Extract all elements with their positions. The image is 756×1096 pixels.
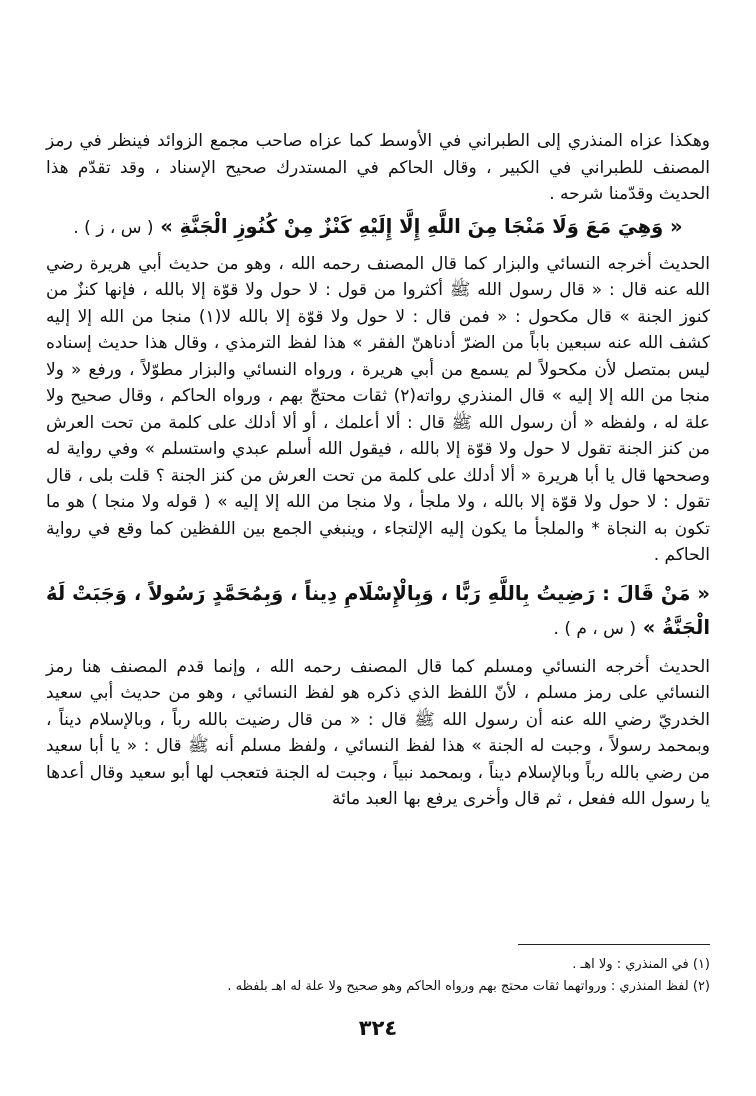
page-number: ٣٢٤ (358, 1016, 398, 1040)
paragraph-commentary-2: الحديث أخرجه النسائي ومسلم كما قال المصنف رحمه الله ، وإنما قدم المصنف هنا رمز النسائي على رمز مسلم ، لأنّ اللفظ الذي ذكره هو لفظ النسائي ، وهو من حديث أبي سعيد الخدريّ رضي الله عنه أن رسول الله ﷺ قال : « من قال رضيت بالله رباً ، وبالإسلام ديناً ، وبمحمد رسولاً ، وجبت له الجنة » هذا لفظ النسائي ، ولفظ مسلم أنه ﷺ قال : « يا أبا سعيد من رضي بالله رباً وبالإسلام ديناً ، وبمحمد نبياً ، وجبت له الجنة فتعجب لها أبو سعيد وقال أعدها يا رسول الله ففعل ، ثم قال وأخرى يرفع بها العبد مائة (46, 656, 710, 809)
footnote-1: (١) في المنذري : ولا اهـ . (572, 957, 710, 972)
hadith-quote-2 (46, 577, 710, 646)
page-body (46, 128, 710, 813)
footnote-2: (٢) لفظ المنذري : ورواتهما ثقات محتج بهم ورواه الحاكم وهو صحيح ولا علة له اهـ بلفظه . (227, 979, 710, 994)
hadith-ref-2: ( س ، م ) . (553, 618, 636, 639)
hadith-ref-1: ( س ، ز ) . (73, 217, 154, 238)
hadith-text-1: « وَهِيَ مَعَ وَلَا مَنْجَا مِنَ اللَّهِ إِلَّا إِلَيْهِ كَنْزٌ مِنْ كُنُوزِ الْجَنَّةِ » (160, 214, 683, 238)
paragraph-intro: وهكذا عزاه المنذري إلى الطبراني في الأوسط كما عزاه صاحب مجمع الزوائد فينظر في رمز المصنف للطبراني في الكبير ، وقال الحاكم في المستدرك صحيح الإسناد ، وقد تقدّم هذا الحديث وقدّمنا شرحه . (46, 131, 710, 204)
footnotes (46, 954, 710, 998)
footnote-divider (518, 944, 710, 945)
hadith-text-2: « مَنْ قَالَ : رَضِيتُ بِاللَّهِ رَبًّا ، وَبِالْإِسْلَامِ دِيناً ، وَبِمُحَمَّدٍ رَسُولاً ، وَجَبَتْ لَهُ الْجَنَّةُ » (46, 581, 710, 639)
hadith-quote-1 (46, 210, 710, 245)
paragraph-commentary-1: الحديث أخرجه النسائي والبزار كما قال المصنف رحمه الله ، وهو من حديث أبي هريرة رضي الله عنه قال : « قال رسول الله ﷺ أكثروا من قول : لا حول ولا قوّة إلا بالله ، فإنها كنزٌ من كنوز الجنة » قال مكحول : « فمن قال : لا حول ولا قوّة إلا بالله لا(١) منجا من الله إلا إليه كشف الله عنه سبعين باباً من الضرّ أدناهنّ الفقر » هذا لفظ الترمذي ، وقال هذا حديث إسناده ليس بمتصل لأن مكحولاً لم يسمع من أبي هريرة ، ورواه النسائي والبزار مطوّلاً ، ورفع « ولا منجا من الله إلا إليه » قال المنذري رواته(٢) ثقات محتجّ بهم ، ورواه الحاكم ، وقال صحيح ولا علة له ، ولفظه « أن رسول الله ﷺ قال : ألا أعلمك ، أو ألا أدلك على كلمة من تحت العرش من كنز الجنة تقول لا حول ولا قوّة إلا بالله ، فيقول الله أسلم عبدي واستسلم » وفي رواية له وصححها قال يا أبا هريرة « ألا أدلك على كلمة من تحت العرش من كنز الجنة ؟ قلت بلى ، قال تقول : لا حول ولا قوّة إلا بالله ، ولا ملجأ ، ولا منجا من الله إلا إليه » ( قوله ولا منجا ) هو ما تكون به النجاة * والملجأ ما يكون إليه الإلتجاء ، وينبغي الجمع بين اللفظين كما وقع في رواية الحاكم . (46, 253, 710, 565)
